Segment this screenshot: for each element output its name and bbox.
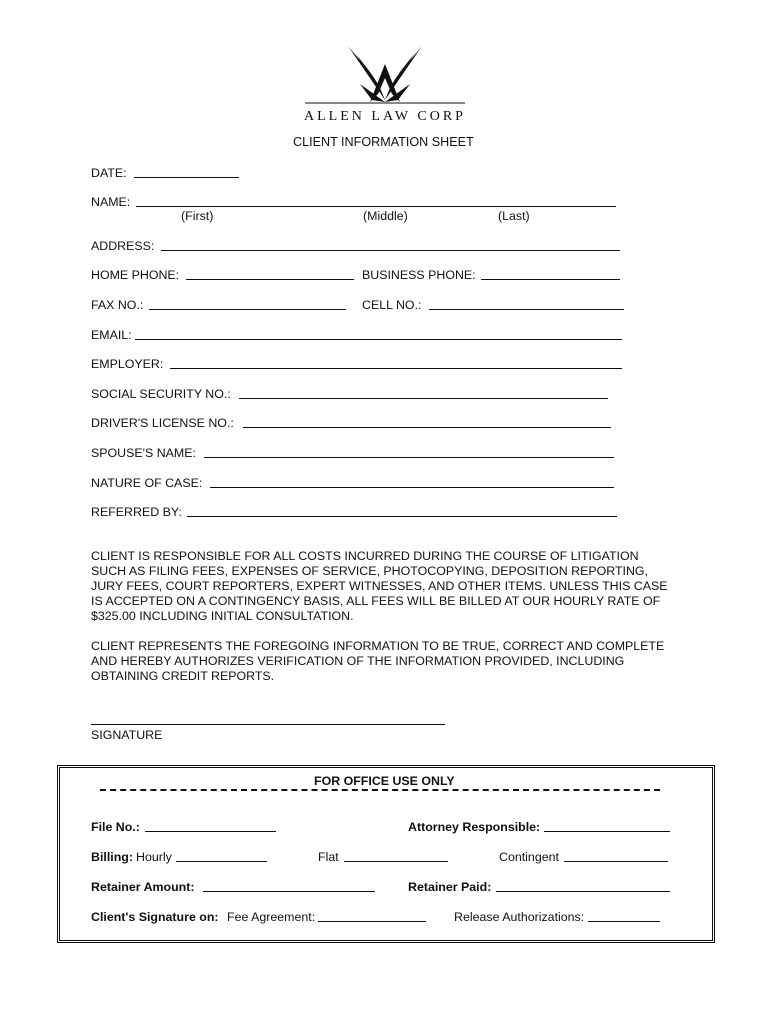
file-no-label: File No.: (91, 820, 140, 834)
firm-logo (300, 44, 470, 124)
fee-agreement-label: Fee Agreement: (227, 910, 316, 924)
file-no-field[interactable] (145, 831, 276, 832)
drivers-license-field[interactable] (243, 427, 611, 428)
name-field[interactable] (136, 206, 616, 207)
retainer-amount-label: Retainer Amount: (91, 880, 195, 894)
authorization-paragraph: CLIENT REPRESENTS THE FOREGOING INFORMATION TO BE TRUE, CORRECT AND COMPLETE AND HEREBY AUTHORIZES VERIFICATION OF THE INFORMATION PROVIDED, INCLUDING OBTAINING CREDIT REPORTS. (91, 639, 665, 683)
retainer-paid-label: Retainer Paid: (408, 880, 492, 894)
fax-label: FAX NO.: (91, 298, 144, 312)
hourly-field[interactable] (176, 861, 267, 862)
firm-name: ALLEN LAW CORP (304, 109, 466, 124)
spouse-field[interactable] (204, 457, 614, 458)
name-label: NAME: (91, 195, 131, 209)
client-signature-on-label: Client's Signature on: (91, 910, 219, 924)
ssn-field[interactable] (239, 398, 608, 399)
office-use-box (57, 765, 715, 943)
retainer-amount-field[interactable] (203, 891, 375, 892)
fax-field[interactable] (149, 309, 346, 310)
contingent-field[interactable] (564, 861, 668, 862)
address-label: ADDRESS: (91, 239, 155, 253)
signature-field[interactable] (91, 724, 445, 725)
flat-label: Flat (318, 850, 339, 864)
attorney-label: Attorney Responsible: (408, 820, 541, 834)
home-phone-label: HOME PHONE: (91, 268, 180, 282)
name-middle-caption: (Middle) (363, 209, 408, 223)
business-phone-field[interactable] (481, 279, 620, 280)
drivers-license-label: DRIVER'S LICENSE NO.: (91, 416, 234, 430)
nature-of-case-label: NATURE OF CASE: (91, 476, 203, 490)
referred-by-label: REFERRED BY: (91, 505, 182, 519)
office-use-heading: FOR OFFICE USE ONLY (314, 774, 455, 788)
cell-field[interactable] (429, 309, 624, 310)
page-title: CLIENT INFORMATION SHEET (293, 135, 474, 149)
business-phone-label: BUSINESS PHONE: (362, 268, 476, 282)
nature-of-case-field[interactable] (210, 487, 614, 488)
spouse-label: SPOUSE'S NAME: (91, 446, 196, 460)
date-field[interactable] (134, 177, 239, 178)
home-phone-field[interactable] (186, 279, 354, 280)
email-field[interactable] (135, 339, 622, 340)
email-label: EMAIL: (91, 328, 132, 342)
date-label: DATE: (91, 166, 127, 180)
name-first-caption: (First) (181, 209, 214, 223)
billing-label: Billing: (91, 850, 133, 864)
name-last-caption: (Last) (498, 209, 530, 223)
attorney-field[interactable] (544, 831, 670, 832)
flat-field[interactable] (344, 861, 448, 862)
costs-paragraph: CLIENT IS RESPONSIBLE FOR ALL COSTS INCURRED DURING THE COURSE OF LITIGATION SUCH AS FILING FEES, EXPENSES OF SERVICE, PHOTOCOPYING, DEPOSITION REPORTING, JURY FEES, COURT REPORTERS, EXPERT WITNESSES, AND OTHER ITEMS. UNLESS THIS CASE IS ACCEPTED ON A CONTINGENCY BASIS, ALL FEES WILL BE BILLED AT OUR HOURLY RATE OF $325.00 INCLUDING INITIAL CONSULTATION. (91, 549, 668, 623)
hourly-label: Hourly (136, 850, 172, 864)
fee-agreement-field[interactable] (318, 921, 426, 922)
signature-label: SIGNATURE (91, 728, 163, 742)
retainer-paid-field[interactable] (496, 891, 670, 892)
winged-emblem-logo (300, 44, 470, 106)
contingent-label: Contingent (499, 850, 559, 864)
ssn-label: SOCIAL SECURITY NO.: (91, 387, 231, 401)
release-authorizations-label: Release Authorizations: (454, 910, 585, 924)
employer-field[interactable] (170, 368, 622, 369)
address-field[interactable] (161, 250, 620, 251)
office-dashed-divider (100, 789, 660, 791)
referred-by-field[interactable] (187, 516, 617, 517)
release-authorizations-field[interactable] (588, 921, 660, 922)
employer-label: EMPLOYER: (91, 357, 164, 371)
cell-label: CELL NO.: (362, 298, 422, 312)
